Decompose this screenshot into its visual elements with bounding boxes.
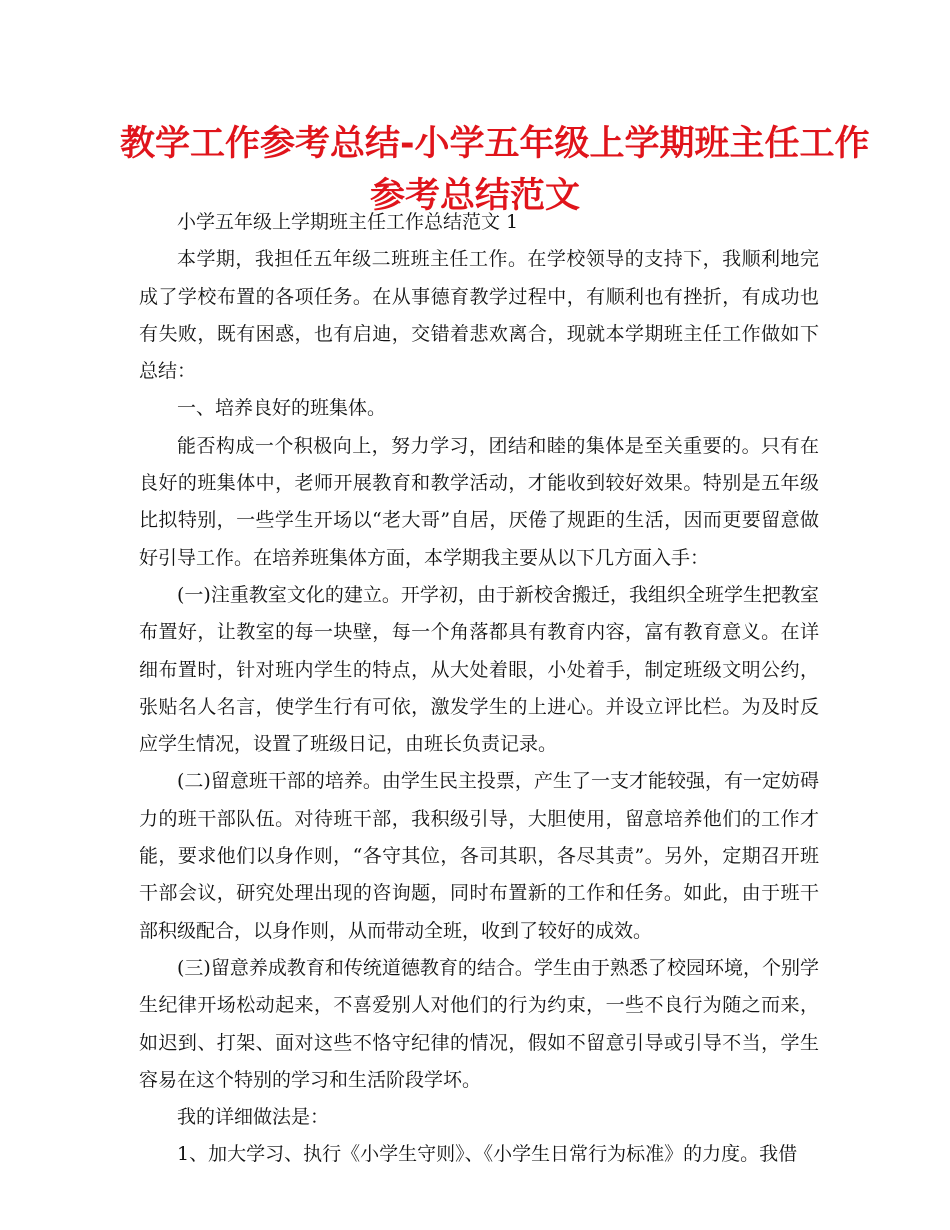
intro-paragraph: 本学期，我担任五年级二班班主任工作。在学校领导的支持下，我顺利地完成了学校布置的各项任务。在从事德育教学过程中，有顺利也有挫折，有成功也有失败，既有困惑，也有启迪，交错着悲欢离合，现就本学期班主任工作做如下总结： [139,248,819,383]
title-line-1: 教学工作参考总结-小学五年级上学期班主任工作 [120,124,870,164]
section-heading: 一、培养良好的班集体。 [177,397,387,420]
body-paragraph: (三)留意养成教育和传统道德教育的结合。学生由于熟悉了校园环境，个别学生纪律开场松动起来，不喜爱别人对他们的行为约束，一些不良行为随之而来，如迟到、打架、面对这些不恪守纪律的情况，假如不留意引导或引导不当，学生容易在这个特别的学习和生活阶段学坏。 [139,956,819,1091]
body-paragraph: (二)留意班干部的培养。由学生民主投票，产生了一支才能较强，有一定妨碍力的班干部队伍。对待班干部，我积级引导，大胆使用，留意培养他们的工作才能，要求他们以身作则，“各守其位，各司其职，各尽其责”。另外，定期召开班干部会议，研究处理出现的咨询题，同时布置新的工作和任务。如此，由于班干部积级配合，以身作则，从而带动全班，收到了较好的成效。 [139,770,819,942]
body-paragraph: 能否构成一个积极向上，努力学习，团结和睦的集体是至关重要的。只有在良好的班集体中，老师开展教育和教学活动，才能收到较好效果。特别是五年级比拟特别，一些学生开场以“老大哥”自居，厌倦了规距的生活，因而更要留意做好引导工作。在培养班集体方面，本学期我主要从以下几方面入手： [139,434,819,569]
subtitle-paragraph: 小学五年级上学期班主任工作总结范文 1 [177,211,519,233]
title-line-2: 参考总结范文 [369,176,580,216]
body-paragraph: 我的详细做法是： [177,1106,330,1129]
document-body [139,204,819,1174]
body-paragraph: (一)注重教室文化的建立。开学初，由于新校舍搬迁，我组织全班学生把教室布置好，让教室的每一块壁，每一个角落都具有教育内容，富有教育意义。在详细布置时，针对班内学生的特点，从大处着眼，小处着手，制定班级文明公约，张贴名人名言，使学生行有可依，激发学生的上进心。并设立评比栏。为及时反应学生情况，设置了班级日记，由班长负责记录。 [139,583,819,756]
body-paragraph: 1、加大学习、执行《小学生守则》、《小学生日常行为标准》的力度。我借 [177,1143,798,1166]
